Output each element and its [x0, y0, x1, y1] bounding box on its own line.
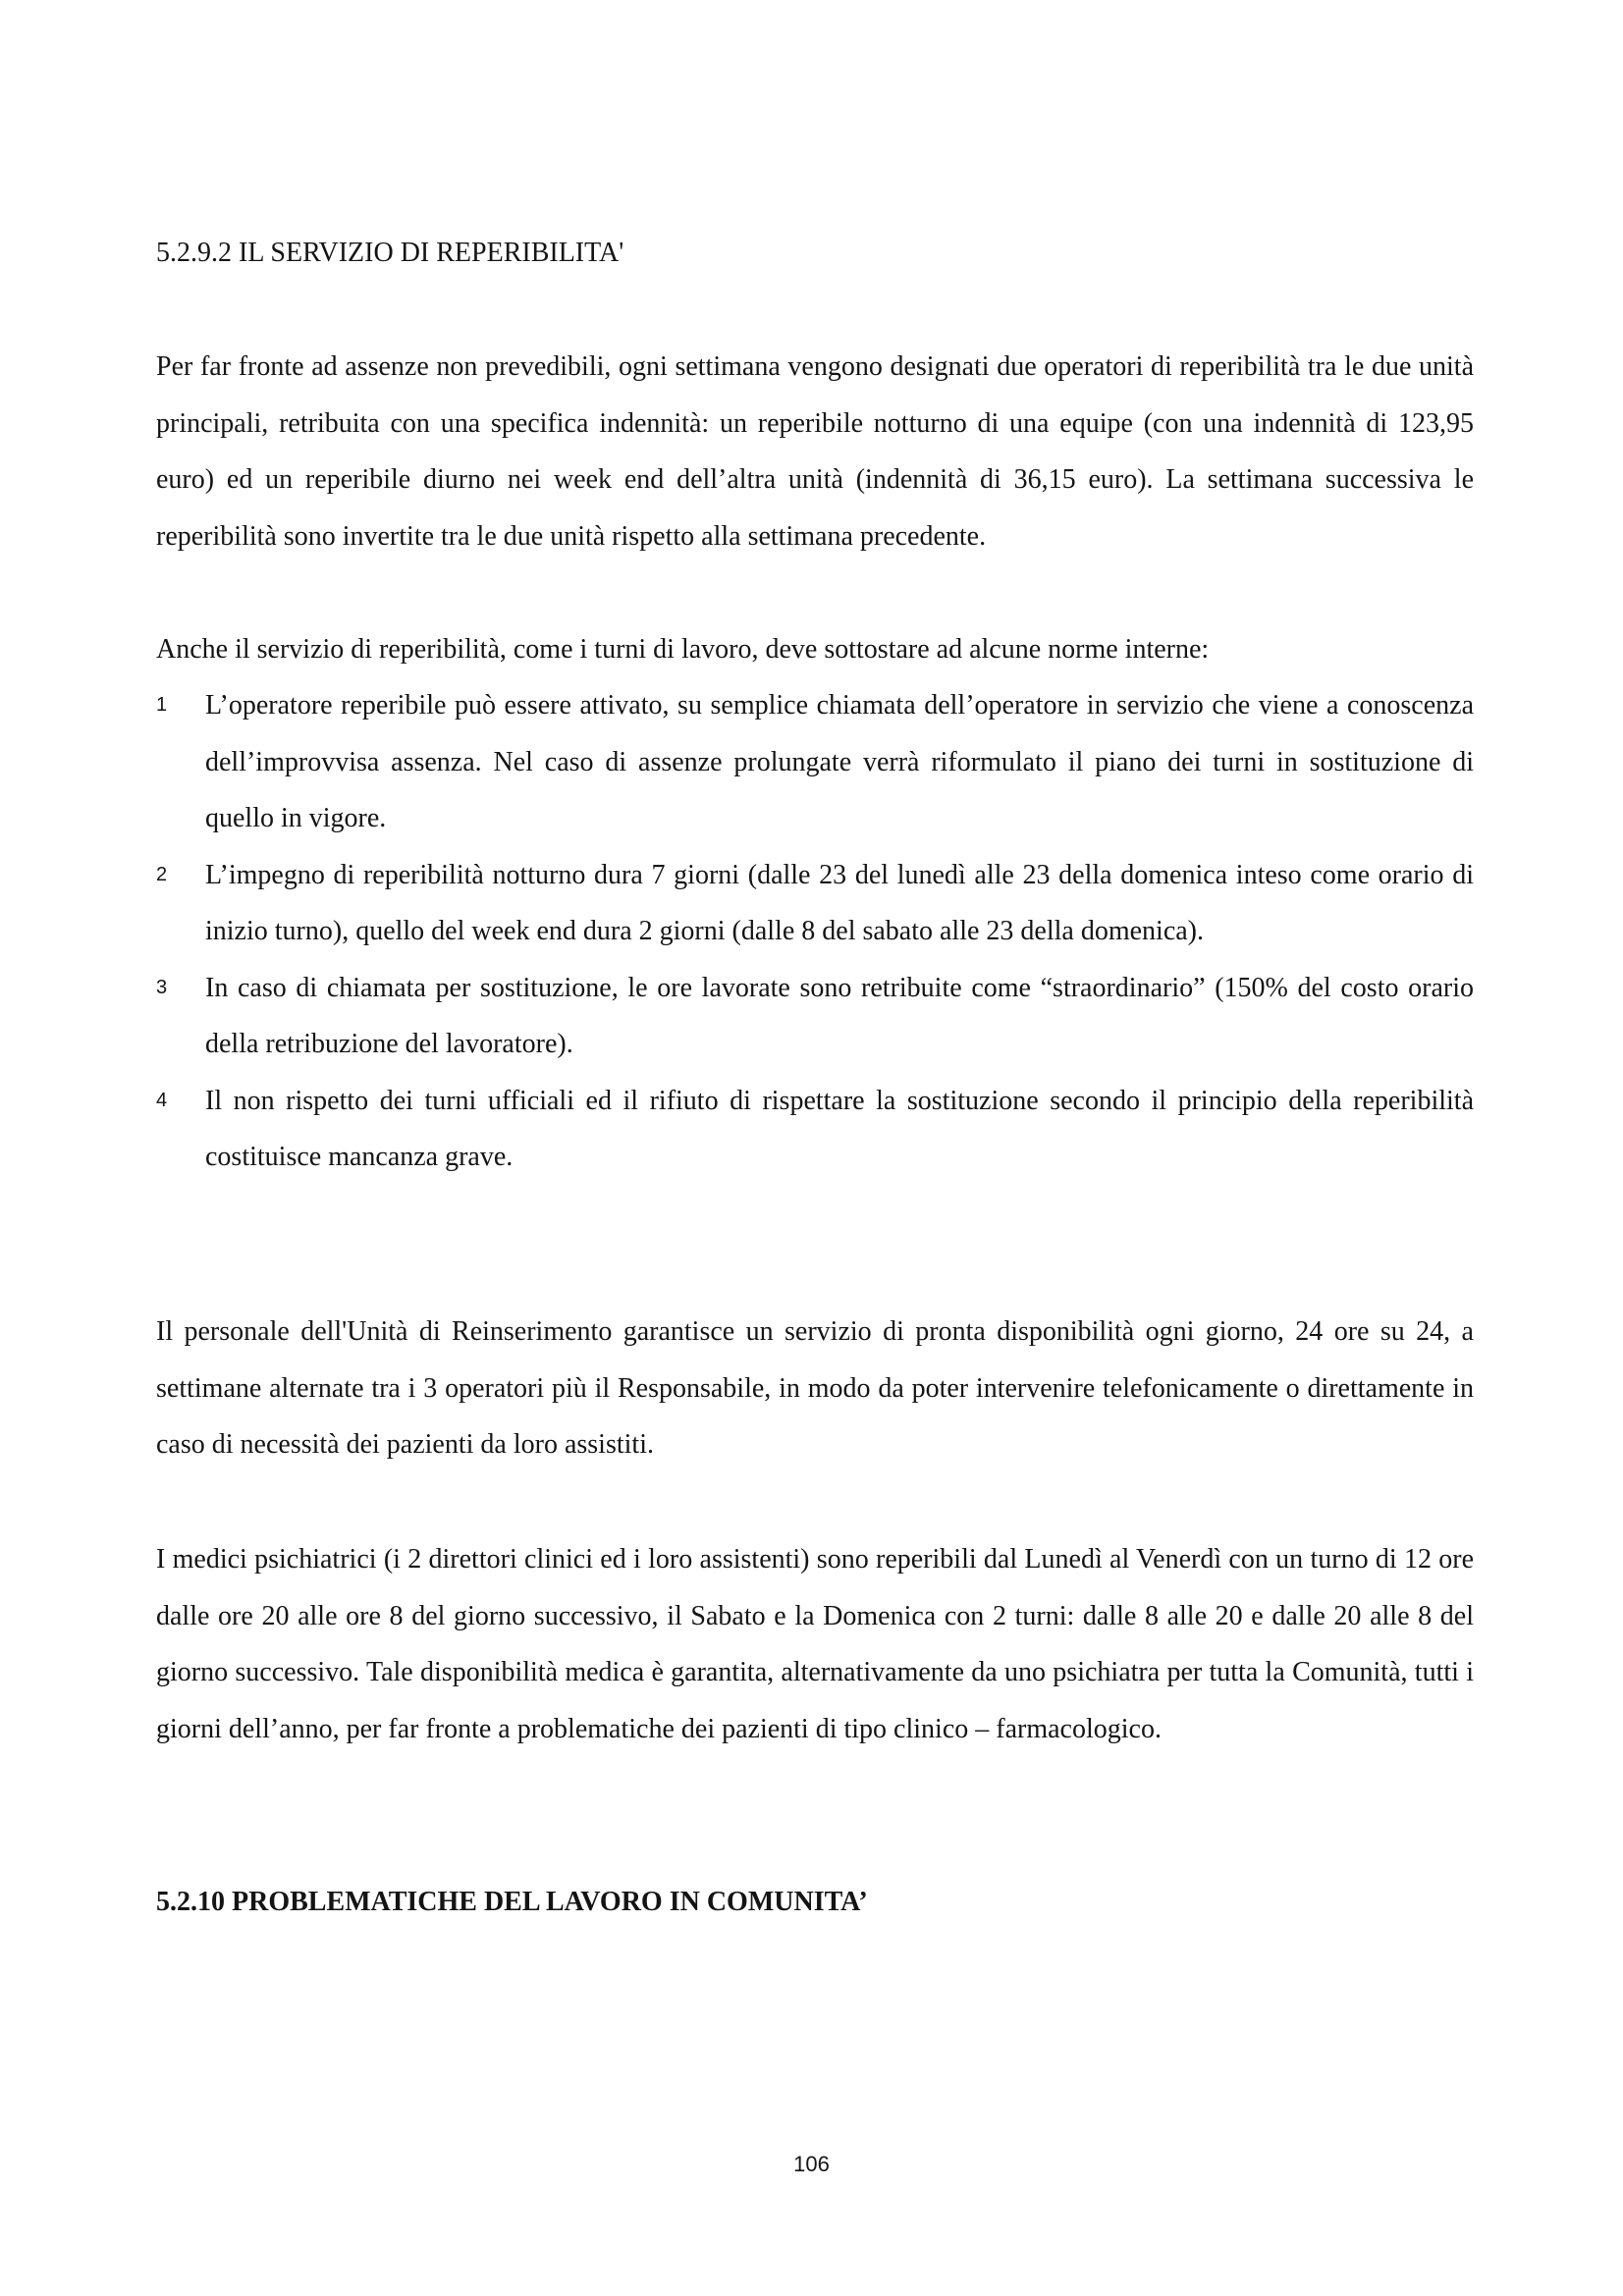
norme-list: [156, 677, 1474, 1186]
paragraph-reperibilita-intro: Per far fronte ad assenze non prevedibili, ogni settimana vengono designati due operatori di reperibilità tra le due unità principali, retribuita con una specifica indennità: un reperibile notturno di una equipe (con una indennità di 123,95 euro) ed un reperibile diurno nei week end dell’altra unità (indennità di 36,15 euro). La settimana successiva le reperibilità sono invertite tra le due unità rispetto alla settimana precedente.: [156, 351, 1474, 552]
paragraph-norme-interne: Anche il servizio di reperibilità, come i turni di lavoro, deve sottostare ad alcune norme interne:: [156, 634, 1210, 665]
list-item-text: Il non rispetto dei turni ufficiali ed il rifiuto di rispettare la sostituzione secondo il principio della reperibilità costituisce mancanza grave.: [205, 1085, 1474, 1172]
list-item-text: In caso di chiamata per sostituzione, le ore lavorate sono retribuite come “straordinario” (150% del costo orario della retribuzione del lavoratore).: [205, 972, 1474, 1059]
page-number: 106: [793, 2152, 830, 2176]
list-item-number: 3: [156, 976, 168, 998]
subsection-heading: 5.2.9.2 IL SERVIZIO DI REPERIBILITA': [156, 238, 624, 268]
list-item: [156, 960, 1474, 1073]
list-item: [156, 1073, 1474, 1186]
list-item: [156, 847, 1474, 960]
list-item: [156, 677, 1474, 847]
paragraph-medici-psichiatrici: I medici psichiatrici (i 2 direttori clinici ed i loro assistenti) sono reperibili dal Lunedì al Venerdì con un turno di 12 ore dalle ore 20 alle ore 8 del giorno successivo, il Sabato e la Domenica con 2 turni: dalle 8 alle 20 e dalle 20 alle 8 del giorno successivo. Tale disponibilità medica è garantita, alternativamente da uno psichiatra per tutta la Comunità, tutti i giorni dell’anno, per far fronte a problematiche dei pazienti di tipo clinico – farmacologico.: [156, 1544, 1474, 1744]
list-item-number: 1: [156, 694, 168, 716]
list-item-number: 4: [156, 1089, 168, 1111]
section-heading: 5.2.10 PROBLEMATICHE DEL LAVORO IN COMUNITA’: [156, 1887, 868, 1917]
list-item-number: 2: [156, 863, 168, 885]
paragraph-unita-reinserimento: Il personale dell'Unità di Reinserimento garantisce un servizio di pronta disponibilità ogni giorno, 24 ore su 24, a settimane alternate tra i 3 operatori più il Responsabile, in modo da poter intervenire telefonicamente o direttamente in caso di necessità dei pazienti da loro assistiti.: [156, 1316, 1474, 1460]
list-item-text: L’impegno di reperibilità notturno dura 7 giorni (dalle 23 del lunedì alle 23 della domenica inteso come orario di inizio turno), quello del week end dura 2 giorni (dalle 8 del sabato alle 23 della domenica).: [205, 859, 1474, 946]
list-item-text: L’operatore reperibile può essere attivato, su semplice chiamata dell’operatore in servizio che viene a conoscenza dell’improvvisa assenza. Nel caso di assenze prolungate verrà riformulato il piano dei turni in sostituzione di quello in vigore.: [205, 690, 1474, 833]
